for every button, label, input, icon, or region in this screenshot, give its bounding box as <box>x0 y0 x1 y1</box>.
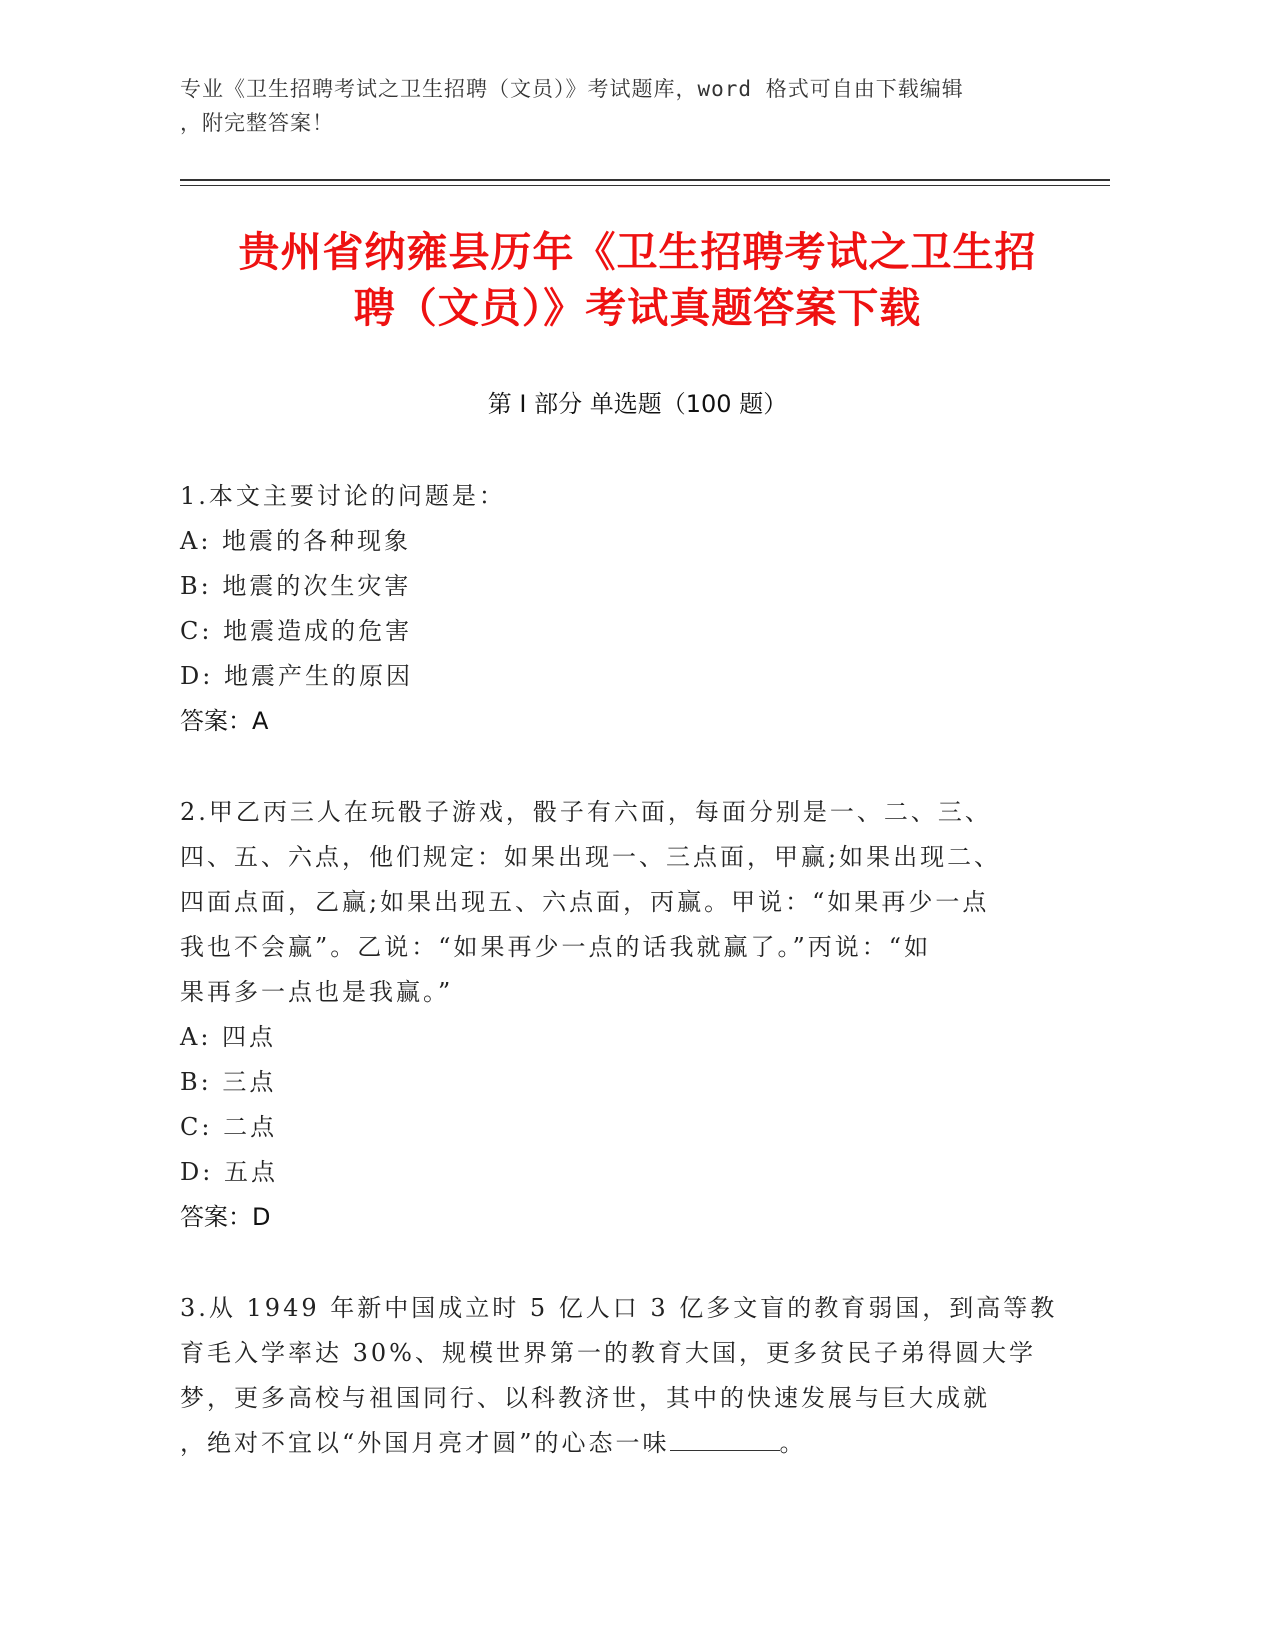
answer-line: 答案：A <box>180 707 269 735</box>
question-stem: 1.本文主要讨论的问题是： <box>180 482 506 510</box>
option-a: A: 地震的各种现象 <box>180 527 412 555</box>
header-line-1: 专业《卫生招聘考试之卫生招聘（文员）》考试题库，word 格式可自由下载编辑 <box>180 77 964 101</box>
document-header <box>180 72 1040 140</box>
answer-line: 答案：D <box>180 1203 271 1231</box>
option-c: C: 二点 <box>180 1113 278 1141</box>
question-stem-line: 梦，更多高校与祖国同行、以科教济世，其中的快速发展与巨大成就 <box>180 1384 990 1412</box>
question-list <box>180 474 1060 1512</box>
question-3 <box>180 1286 1060 1466</box>
question-stem-line: 3.从 1949 年新中国成立时 5 亿人口 3 亿多文盲的教育弱国，到高等教 <box>180 1294 1058 1322</box>
option-a: A: 四点 <box>180 1023 277 1051</box>
question-stem-line: 四、五、六点，他们规定：如果出现一、三点面，甲赢;如果出现二、 <box>180 843 1002 871</box>
option-b: B: 地震的次生灾害 <box>180 572 412 600</box>
header-divider-thick <box>180 179 1110 181</box>
option-d: D: 地震产生的原因 <box>180 662 413 690</box>
header-line-2: ，附完整答案！ <box>180 111 334 135</box>
question-stem-line: 我也不会赢”。乙说：“如果再少一点的话我就赢了。”丙说：“如 <box>180 933 932 961</box>
option-b: B: 三点 <box>180 1068 277 1096</box>
question-stem-line: 育毛入学率达 30%、规模世界第一的教育大国，更多贫民子弟得圆大学 <box>180 1339 1036 1367</box>
document-title <box>150 224 1125 336</box>
fill-in-blank <box>670 1424 780 1451</box>
question-2 <box>180 790 1060 1240</box>
option-d: D: 五点 <box>180 1158 278 1186</box>
question-stem-last-line <box>180 1421 1060 1466</box>
title-line-1: 贵州省纳雍县历年《卫生招聘考试之卫生招 <box>238 228 1037 276</box>
title-line-2: 聘（文员）》考试真题答案下载 <box>353 284 922 332</box>
section-heading: 第 I 部分 单选题（100 题） <box>487 390 788 418</box>
question-stem-tail: 。 <box>779 1429 807 1457</box>
header-divider-thin <box>180 185 1110 186</box>
question-stem-line: 果再多一点也是我赢。” <box>180 978 454 1006</box>
question-1 <box>180 474 1060 744</box>
question-stem-line: 2.甲乙丙三人在玩骰子游戏，骰子有六面，每面分别是一、二、三、 <box>180 798 992 826</box>
question-stem-text: ，绝对不宜以“外国月亮才圆”的心态一味 <box>180 1429 670 1457</box>
question-stem-line: 四面点面，乙赢;如果出现五、六点面，丙赢。甲说：“如果再少一点 <box>180 888 990 916</box>
option-c: C: 地震造成的危害 <box>180 617 413 645</box>
